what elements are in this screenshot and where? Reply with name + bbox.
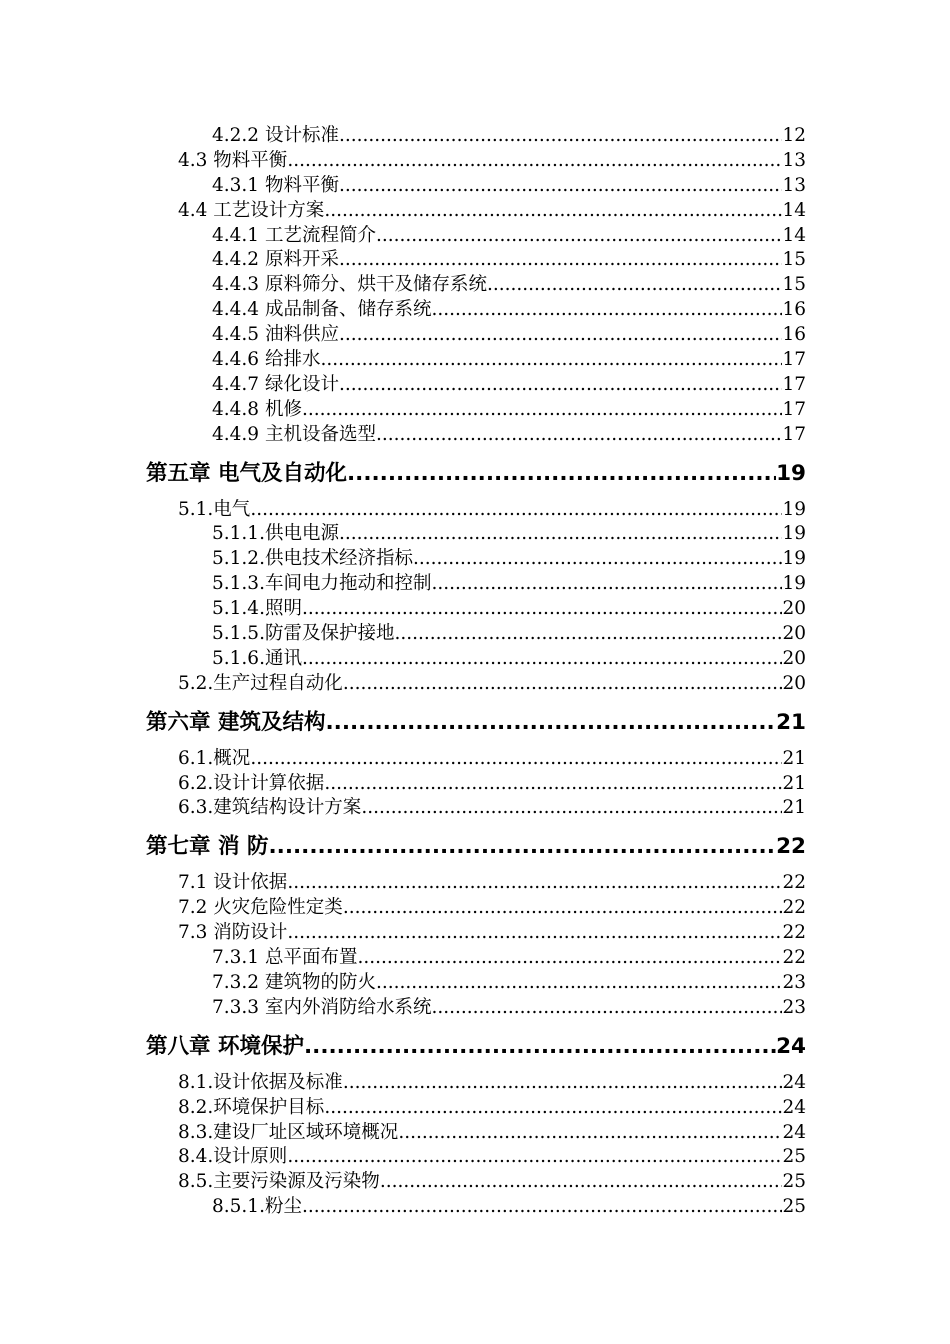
table-of-contents <box>146 124 806 1220</box>
toc-entry-page-number: 25 <box>782 1196 806 1218</box>
toc-chapter-entry[interactable] <box>146 1027 806 1067</box>
toc-dot-leader <box>268 827 776 867</box>
toc-dot-leader <box>324 772 782 797</box>
toc-entry-page-number: 19 <box>776 460 806 486</box>
toc-entry-page-number: 14 <box>782 224 806 246</box>
toc-entry-title: 6.1.概况 <box>178 747 251 769</box>
toc-entry-page-number: 25 <box>782 1171 806 1193</box>
toc-entry-page-number: 24 <box>782 1096 806 1118</box>
toc-entry-title: 6.2.设计计算依据 <box>178 772 325 794</box>
toc-dot-leader <box>431 572 782 597</box>
toc-entry-title: 8.3.建设厂址区域环境概况 <box>178 1121 399 1143</box>
toc-dot-leader <box>287 149 782 174</box>
toc-entry-page-number: 24 <box>782 1121 806 1143</box>
toc-dot-leader <box>326 703 777 743</box>
toc-entry-page-number: 16 <box>782 299 806 321</box>
toc-entry-title: 4.4.4 成品制备、储存系统 <box>212 299 432 321</box>
toc-entry[interactable] <box>146 647 806 672</box>
toc-entry-page-number: 15 <box>782 249 806 271</box>
toc-dot-leader <box>339 124 783 149</box>
toc-entry-page-number: 20 <box>782 623 806 645</box>
toc-dot-leader <box>339 373 783 398</box>
toc-dot-leader <box>339 323 783 348</box>
toc-dot-leader <box>302 398 783 423</box>
toc-entry-title: 4.2.2 设计标准 <box>212 125 339 146</box>
toc-entry[interactable] <box>146 622 806 647</box>
toc-entry[interactable] <box>146 1071 806 1096</box>
toc-entry-page-number: 21 <box>782 797 806 819</box>
toc-dot-leader <box>398 1121 782 1146</box>
toc-entry-page-number: 17 <box>782 423 806 445</box>
toc-entry-page-number: 20 <box>782 672 806 694</box>
toc-entry-page-number: 23 <box>782 971 806 993</box>
toc-dot-leader <box>343 896 783 921</box>
toc-entry[interactable] <box>146 398 806 423</box>
toc-entry[interactable] <box>146 747 806 772</box>
toc-entry-page-number: 19 <box>782 548 806 570</box>
toc-entry-page-number: 12 <box>782 125 806 146</box>
toc-entry-page-number: 17 <box>782 398 806 420</box>
toc-dot-leader <box>347 454 776 494</box>
toc-entry-page-number: 22 <box>776 834 806 860</box>
toc-dot-leader <box>324 1096 782 1121</box>
toc-entry-title: 8.4.设计原则 <box>178 1146 288 1168</box>
toc-entry[interactable] <box>146 174 806 199</box>
toc-entry-title: 第七章 消 防 <box>146 834 269 860</box>
toc-dot-leader <box>302 597 783 622</box>
toc-entry[interactable] <box>146 149 806 174</box>
toc-dot-leader <box>287 1145 782 1170</box>
toc-dot-leader <box>339 522 783 547</box>
toc-entry[interactable] <box>146 498 806 523</box>
toc-entry-title: 8.1.设计依据及标准 <box>178 1071 343 1093</box>
toc-entry-page-number: 22 <box>782 872 806 894</box>
toc-entry-title: 5.1.4.照明 <box>212 598 302 620</box>
toc-dot-leader <box>431 298 782 323</box>
toc-entry-page-number: 19 <box>782 498 806 520</box>
toc-entry[interactable] <box>146 1145 806 1170</box>
toc-entry-title: 4.4.3 原料筛分、烘干及储存系统 <box>212 274 487 296</box>
toc-entry-page-number: 13 <box>782 174 806 196</box>
toc-entry[interactable] <box>146 896 806 921</box>
toc-dot-leader <box>339 174 783 199</box>
toc-entry-title: 7.2 火灾危险性定类 <box>178 897 343 919</box>
toc-entry[interactable] <box>146 273 806 298</box>
toc-chapter-entry[interactable] <box>146 703 806 743</box>
toc-entry-page-number: 21 <box>776 709 806 735</box>
toc-entry[interactable] <box>146 199 806 224</box>
toc-entry-page-number: 21 <box>782 747 806 769</box>
toc-entry-page-number: 24 <box>782 1071 806 1093</box>
toc-entry-title: 7.3.2 建筑物的防火 <box>212 971 376 993</box>
toc-dot-leader <box>394 622 782 647</box>
toc-dot-leader <box>304 1027 776 1067</box>
toc-entry-title: 7.3.3 室内外消防给水系统 <box>212 996 432 1018</box>
toc-entry-page-number: 20 <box>782 598 806 620</box>
toc-entry-title: 4.4.8 机修 <box>212 398 302 420</box>
toc-entry[interactable] <box>146 1195 806 1220</box>
toc-entry[interactable] <box>146 1121 806 1146</box>
toc-entry[interactable] <box>146 1170 806 1195</box>
toc-dot-leader <box>487 273 782 298</box>
toc-entry-title: 5.1.6.通讯 <box>212 647 302 669</box>
toc-entry[interactable] <box>146 423 806 448</box>
toc-entry-title: 4.3.1 物料平衡 <box>212 174 339 196</box>
toc-chapter-entry[interactable] <box>146 454 806 494</box>
toc-entry[interactable] <box>146 547 806 572</box>
toc-entry-title: 7.1 设计依据 <box>178 872 288 894</box>
toc-dot-leader <box>376 224 782 249</box>
toc-entry-title: 5.2.生产过程自动化 <box>178 672 343 694</box>
toc-dot-leader <box>320 348 782 373</box>
toc-dot-leader <box>413 547 782 572</box>
toc-entry[interactable] <box>146 871 806 896</box>
toc-entry-page-number: 16 <box>782 324 806 346</box>
toc-entry-page-number: 20 <box>782 647 806 669</box>
toc-entry-title: 第五章 电气及自动化 <box>146 460 347 486</box>
toc-entry[interactable] <box>146 248 806 273</box>
toc-dot-leader <box>343 1071 783 1096</box>
toc-entry[interactable] <box>146 597 806 622</box>
toc-dot-leader <box>324 199 782 224</box>
toc-entry[interactable] <box>146 971 806 996</box>
toc-entry-page-number: 19 <box>782 523 806 545</box>
toc-dot-leader <box>343 672 783 697</box>
toc-entry[interactable] <box>146 298 806 323</box>
toc-entry-title: 4.4.5 油料供应 <box>212 324 339 346</box>
toc-entry-title: 4.4 工艺设计方案 <box>178 199 325 221</box>
toc-entry-page-number: 22 <box>782 947 806 969</box>
toc-entry[interactable] <box>146 921 806 946</box>
toc-entry-title: 4.4.2 原料开采 <box>212 249 339 271</box>
toc-entry[interactable] <box>146 796 806 821</box>
toc-entry[interactable] <box>146 224 806 249</box>
toc-entry-page-number: 22 <box>782 922 806 944</box>
toc-entry-title: 7.3.1 总平面布置 <box>212 947 358 969</box>
toc-dot-leader <box>287 921 782 946</box>
toc-entry[interactable] <box>146 572 806 597</box>
toc-dot-leader <box>250 747 782 772</box>
toc-entry-title: 4.4.7 绿化设计 <box>212 373 339 395</box>
toc-dot-leader <box>357 946 782 971</box>
toc-entry[interactable] <box>146 672 806 697</box>
toc-entry-title: 4.4.9 主机设备选型 <box>212 423 376 445</box>
toc-entry-page-number: 19 <box>782 573 806 595</box>
toc-dot-leader <box>302 647 783 672</box>
toc-dot-leader <box>431 996 782 1021</box>
toc-entry-title: 4.4.6 给排水 <box>212 349 321 371</box>
toc-entry-title: 8.2.环境保护目标 <box>178 1096 325 1118</box>
toc-entry-page-number: 22 <box>782 897 806 919</box>
toc-entry-page-number: 14 <box>782 199 806 221</box>
toc-entry-title: 4.4.1 工艺流程简介 <box>212 224 376 246</box>
toc-entry-page-number: 15 <box>782 274 806 296</box>
toc-entry-title: 第六章 建筑及结构 <box>146 709 326 735</box>
toc-entry-page-number: 17 <box>782 373 806 395</box>
toc-entry[interactable] <box>146 323 806 348</box>
toc-entry[interactable] <box>146 1096 806 1121</box>
toc-chapter-entry[interactable] <box>146 827 806 867</box>
toc-entry[interactable] <box>146 373 806 398</box>
toc-entry[interactable] <box>146 348 806 373</box>
toc-entry-title: 5.1.5.防雷及保护接地 <box>212 623 395 645</box>
toc-entry-page-number: 13 <box>782 149 806 171</box>
toc-entry-title: 7.3 消防设计 <box>178 922 288 944</box>
toc-entry[interactable] <box>146 124 806 149</box>
toc-entry-page-number: 24 <box>776 1033 806 1059</box>
toc-dot-leader <box>287 871 782 896</box>
toc-entry-title: 6.3.建筑结构设计方案 <box>178 797 362 819</box>
toc-entry[interactable] <box>146 522 806 547</box>
toc-dot-leader <box>380 1170 783 1195</box>
toc-entry-title: 5.1.1.供电电源 <box>212 523 339 545</box>
toc-entry-page-number: 21 <box>782 772 806 794</box>
toc-entry-title: 4.3 物料平衡 <box>178 149 288 171</box>
toc-entry-page-number: 23 <box>782 996 806 1018</box>
toc-entry[interactable] <box>146 772 806 797</box>
toc-dot-leader <box>361 796 782 821</box>
toc-entry-title: 8.5.主要污染源及污染物 <box>178 1171 380 1193</box>
toc-dot-leader <box>376 423 782 448</box>
toc-dot-leader <box>339 248 783 273</box>
toc-entry-title: 5.1.3.车间电力拖动和控制 <box>212 573 432 595</box>
toc-entry-title: 5.1.电气 <box>178 498 251 520</box>
toc-entry-title: 5.1.2.供电技术经济指标 <box>212 548 413 570</box>
toc-dot-leader <box>302 1195 783 1220</box>
toc-entry-title: 8.5.1.粉尘 <box>212 1196 302 1218</box>
toc-entry-title: 第八章 环境保护 <box>146 1033 304 1059</box>
toc-dot-leader <box>376 971 782 996</box>
toc-entry[interactable] <box>146 946 806 971</box>
toc-entry[interactable] <box>146 996 806 1021</box>
toc-entry-page-number: 25 <box>782 1146 806 1168</box>
toc-entry-page-number: 17 <box>782 349 806 371</box>
toc-dot-leader <box>250 498 782 523</box>
